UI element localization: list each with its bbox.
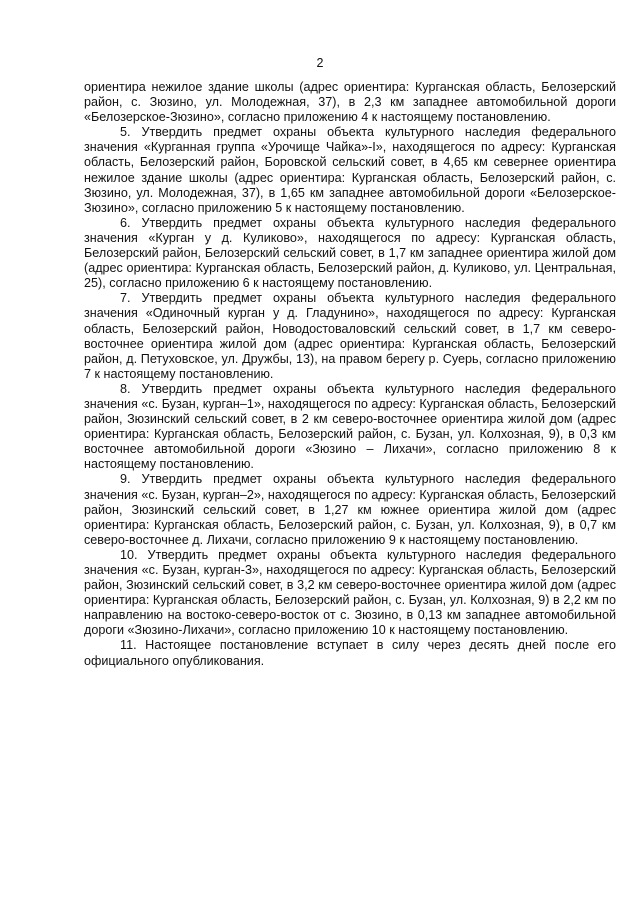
paragraph-item-10: 10. Утвердить предмет охраны объекта культурного наследия федерального значения «с. Бузан, курган-3», находящегося по адресу: Курганская область, Белозерский район, Зюзинский сельский совет, в 3,2 км северо-восточнее ориентира жилой дом (адрес ориентира: Курганская область, Белозерский район, с. Бузан, ул. Колхозная, 9) в 2,2 км по направлению на востоко-северо-восток от с. Зюзино, в 0,13 км западнее автомобильной дороги «Зюзино-Лихачи», согласно приложению 10 к настоящему постановлению.	[84, 547, 616, 638]
paragraph-continuation: ориентира нежилое здание школы (адрес ориентира: Курганская область, Белозерский район, с. Зюзино, ул. Молодежная, 37), в 2,3 км западнее автомобильной дороги «Белозерское-Зюзино», согласно приложению 4 к настоящему постановлению.	[84, 80, 616, 125]
paragraph-item-7: 7. Утвердить предмет охраны объекта культурного наследия федерального значения «Одиночный курган у д. Гладунино», находящегося по адресу: Курганская область, Белозерский район, Новодостоваловский сельский совет, в 1,7 км северо-восточнее ориентира жилой дом (адрес ориентира: Курганская область, Белозерский район, д. Петуховское, ул. Дружбы, 13), на правом берегу р. Суерь, согласно приложению 7 к настоящему постановлению.	[84, 291, 616, 381]
document-body	[84, 80, 616, 669]
paragraph-item-9: 9. Утвердить предмет охраны объекта культурного наследия федерального значения «с. Бузан, курган–2», находящегося по адресу: Курганская область, Белозерский район, Зюзинский сельский совет, в 1,27 км южнее ориентира жилой дом (адрес ориентира: Курганская область, Белозерский район, с. Бузан, ул. Колхозная, 9), в 0,7 км северо-восточнее д. Лихачи, согласно приложению 9 к настоящему постановлению.	[84, 472, 616, 547]
paragraph-item-6: 6. Утвердить предмет охраны объекта культурного наследия федерального значения «Курган у д. Куликово», находящегося по адресу: Курганская область, Белозерский район, Белозерский сельский совет, в 1,7 км западнее ориентира жилой дом (адрес ориентира: Курганская область, Белозерский район, д. Куликово, ул. Центральная, 25), согласно приложению 6 к настоящему постановлению.	[84, 215, 616, 291]
page-number: 2	[316, 56, 324, 70]
paragraph-item-8: 8. Утвердить предмет охраны объекта культурного наследия федерального значения «с. Бузан, курган–1», находящегося по адресу: Курганская область, Белозерский район, Зюзинский сельский совет, в 2 км северо-восточнее ориентира жилой дом (адрес ориентира: Курганская область, Белозерский район, с. Бузан, ул. Колхозная, 9), в 0,3 км восточнее автомобильной дороги «Зюзино – Лихачи», согласно приложению 8 к настоящему постановлению.	[84, 381, 616, 472]
paragraph-item-5: 5. Утвердить предмет охраны объекта культурного наследия федерального значения «Курганная группа «Урочище Чайка»-I», находящегося по адресу: Курганская область, Белозерский район, Боровской сельский совет, в 4,65 км севернее ориентира нежилое здание школы (адрес ориентира: Курганская область, Белозерский район, с. Зюзино, ул. Молодежная, 37), в 1,65 км западнее автомобильной дороги «Белозерское-Зюзино», согласно приложению 5 к настоящему постановлению.	[84, 125, 616, 215]
paragraph-item-11: 11. Настоящее постановление вступает в силу через десять дней после его официального опубликования.	[84, 638, 616, 668]
